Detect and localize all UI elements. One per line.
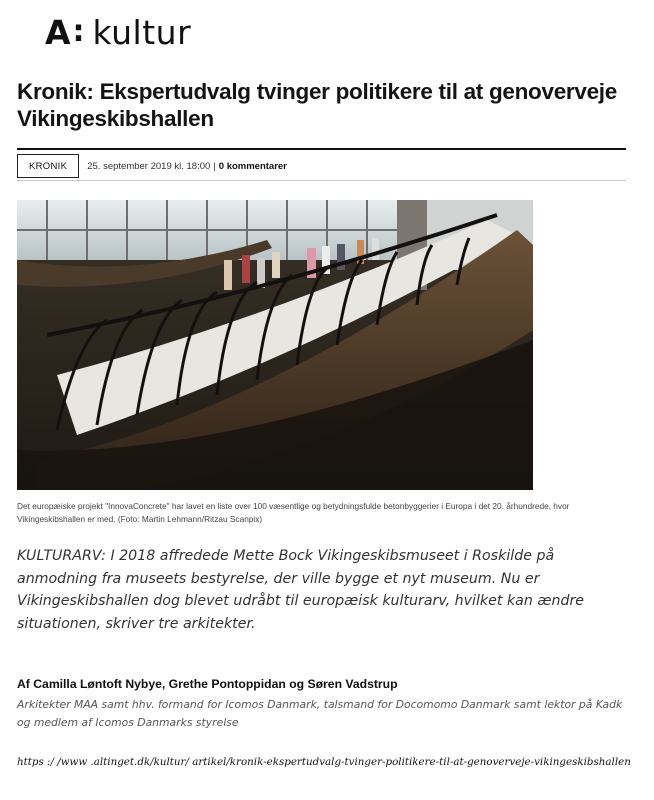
source-url[interactable]: https :/ /www .altinget.dk/kultur/ artikel/kronik-ekspertudvalg-tvinger-politikere-til-at-genoverveje-vikingeskibshallen: [17, 756, 631, 768]
article-byline: Af Camilla Løntoft Nybye, Grethe Pontoppidan og Søren Vadstrup: [17, 677, 398, 691]
logo-letter: A: [45, 12, 71, 52]
comments-link[interactable]: 0 kommentarer: [218, 160, 287, 172]
logo-colon: :: [72, 14, 85, 49]
article-lead: KULTURARV: I 2018 affredede Mette Bock Vikingeskibsmuseet i Roskilde på anmodning fra museets bestyrelse, der ville bygge et nyt museum. Nu er Vikingeskibshallen dog blevet udråbt til europæisk kulturarv, hvilket kan ændre situationen, skriver tre arkitekter.: [17, 548, 585, 632]
photo-caption: Det europæiske projekt "InnovaConcrete" har lavet en liste over 100 væsentlige og betydningsfulde betonbyggerier i Europa i det 20. århundrede, hvor Vikingeskibshallen er med. (Foto: Martin Lehmann/Ritzau Scanpix): [17, 501, 570, 524]
headline-divider: [17, 148, 626, 150]
article-headline: Kronik: Ekspertudvalg tvinger politikere til at genoverveje Vikingeskibshallen: [17, 79, 617, 131]
category-badge[interactable]: KRONIK: [17, 154, 79, 178]
meta-separator: |: [213, 160, 216, 172]
meta-divider: [17, 180, 626, 181]
site-logo[interactable]: [45, 12, 191, 52]
publish-date: 25. september 2019 kl. 18:00: [87, 160, 211, 172]
article-photo: [17, 200, 533, 490]
section-name: kultur: [92, 12, 192, 52]
author-bio: Arkitekter MAA samt hhv. formand for Icomos Danmark, talsmand for Docomomo Danmark samt lektor på Kadk og medlem af Icomos Danmarks styrelse: [17, 698, 623, 729]
article-meta: [17, 154, 287, 178]
